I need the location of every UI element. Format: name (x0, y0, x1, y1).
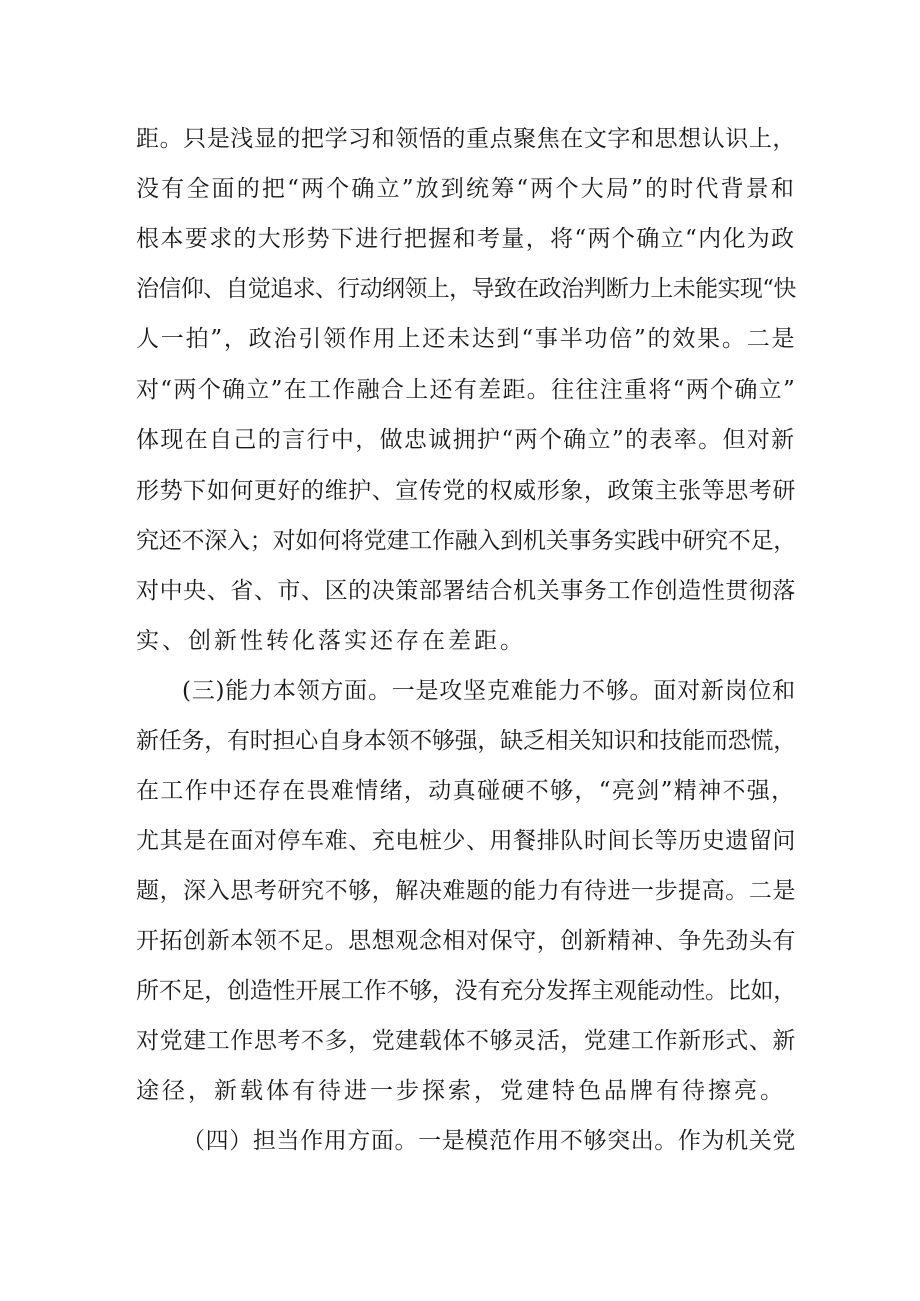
section-heading-line: （四）担当作用方面。一是模范作用不够突出。作为机关党 (182, 1128, 796, 1154)
text-line: 没有全面的把“两个确立”放到统筹“两个大局”的时代背景和 (136, 176, 797, 202)
text-line: 距。只是浅显的把学习和领悟的重点聚焦在文字和思想认识上， (136, 126, 796, 152)
section-heading-line: (三)能力本领方面。一是攻坚克难能力不够。面对新岗位和 (182, 678, 796, 704)
text-line: 对党建工作思考不多，党建载体不够灵活，党建工作新形式、新 (136, 1028, 796, 1054)
text-line: 尤其是在面对停车难、充电桩少、用餐排队时间长等历史遗留问 (136, 828, 796, 854)
text-line: 途径，新载体有待进一步探索，党建特色品牌有待擦亮。 (136, 1078, 786, 1104)
text-line: 所不足，创造性开展工作不够，没有充分发挥主观能动性。比如， (136, 978, 796, 1004)
text-line: 题，深入思考研究不够，解决难题的能力有待进一步提高。二是 (136, 878, 796, 904)
text-line: 究还不深入；对如何将党建工作融入到机关事务实践中研究不足， (136, 528, 796, 554)
text-line: 形势下如何更好的维护、宣传党的权威形象，政策主张等思考研 (136, 478, 796, 504)
text-line: 根本要求的大形势下进行把握和考量，将“两个确立“内化为政 (136, 226, 796, 252)
text-line: 体现在自己的言行中，做忠诚拥护“两个确立”的表率。但对新 (136, 427, 796, 453)
text-line: 治信仰、自觉追求、行动纲领上，导致在政治判断力上未能实现“快 (136, 276, 796, 302)
text-line: 新任务，有时担心自身本领不够强，缺乏相关知识和技能而恐慌， (136, 728, 796, 754)
text-line: 对中央、省、市、区的决策部署结合机关事务工作创造性贯彻落 (136, 578, 796, 604)
text-line: 对“两个确立”在工作融合上还有差距。往往注重将“两个确立” (136, 377, 797, 403)
text-line: 在工作中还存在畏难情绪，动真碰硬不够，“亮剑”精神不强， (136, 778, 796, 804)
text-line: 开拓创新本领不足。思想观念相对保守，创新精神、争先劲头有 (136, 928, 796, 954)
text-line: 人一拍”，政治引领作用上还未达到“事半功倍”的效果。二是 (136, 326, 797, 352)
text-line: 实、创新性转化落实还存在差距。 (136, 628, 526, 654)
